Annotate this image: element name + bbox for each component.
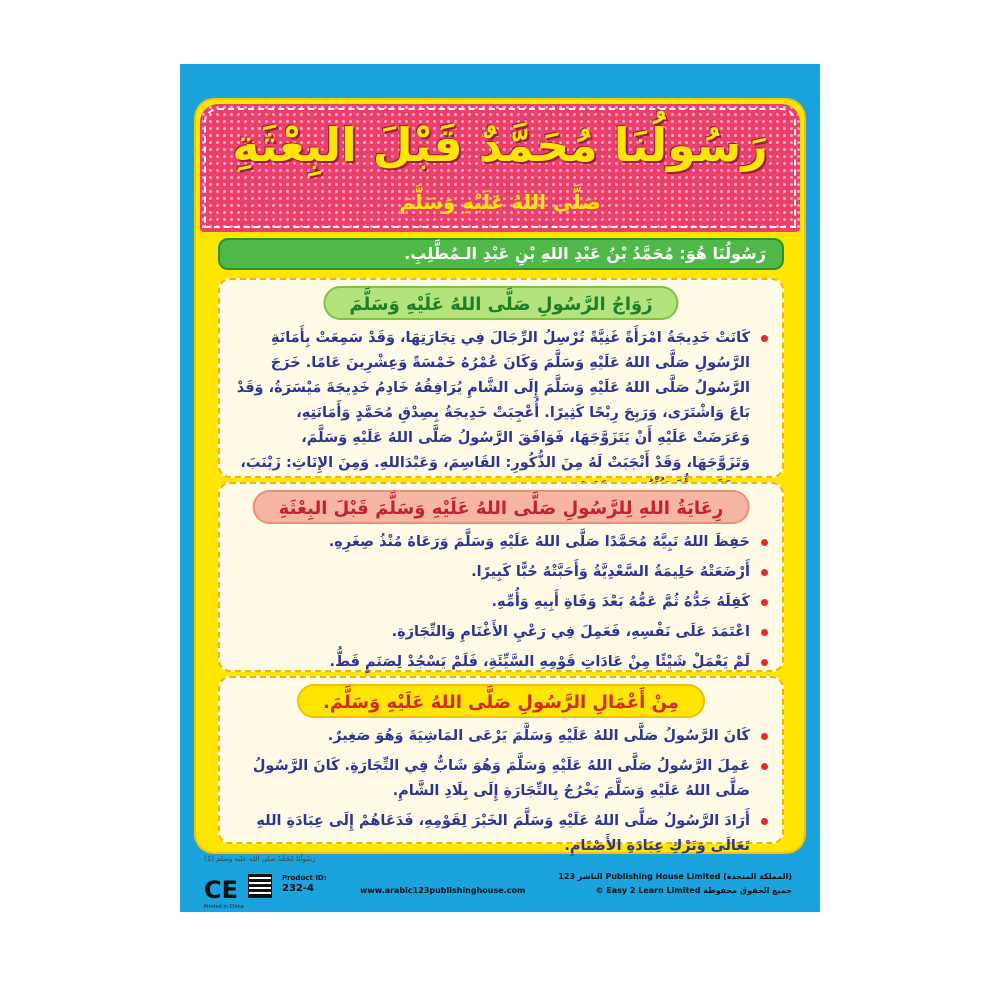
bullet-icon xyxy=(761,763,768,770)
made-in-label: Printed in China xyxy=(204,904,244,910)
poster-subtitle: صَلَّى اللهُ عَلَيْهِ وَسَلَّمَ xyxy=(399,190,601,214)
list-item: حَفِظَ اللهُ نَبِيَّهُ مُحَمَّدًا صَلَّى اللهُ عَلَيْهِ وَسَلَّمَ وَرَعَاهُ مُنْذُ صِغَرِهِ. xyxy=(234,530,768,555)
bullet-icon xyxy=(761,733,768,740)
marriage-list xyxy=(234,326,768,506)
list-item: أَرَادَ الرَّسُولُ صَلَّى اللهُ عَلَيْهِ وَسَلَّمَ الخَيْرَ لِقَوْمِهِ، فَدَعَاهُمْ إِلَى عِبَادَةِ اللهِ تَعَالَى وَتَرْكِ عِبَادَةِ الأَصْنَامِ. xyxy=(234,809,768,859)
section-heading-deeds: مِنْ أَعْمَالِ الرَّسُولِ صَلَّى اللهُ عَلَيْهِ وَسَلَّمَ. xyxy=(297,684,705,718)
bullet-icon xyxy=(761,629,768,636)
list-item: لَمْ يَعْمَلْ شَيْئًا مِنْ عَادَاتِ قَوْمِهِ السَّيِّئَةِ، فَلَمْ يَسْجُدْ لِصَنَمٍ قَطُّ. xyxy=(234,650,768,675)
publisher-line: الناشر 123 Publishing House Limited (المملكة المتحدة) xyxy=(558,872,792,881)
rights-line: © Easy 2 Learn Limited جميع الحقوق محفوظة xyxy=(595,886,792,895)
list-item: عَمِلَ الرَّسُولُ صَلَّى اللهُ عَلَيْهِ وَسَلَّمَ وَهُوَ شَابٌّ فِي التِّجَارَةِ. كَانَ الرَّسُولُ صَلَّى اللهُ عَلَيْهِ وَسَلَّمَ يَخْرُجُ بِالتِّجَارَةِ إِلَى بِلَادِ الشَّامِ. xyxy=(234,754,768,804)
section-deeds xyxy=(218,676,784,854)
section-heading-divine-care: رِعَايَةُ اللهِ لِلرَّسُولِ صَلَّى اللهُ عَلَيْهِ وَسَلَّمَ قَبْلَ البِعْثَةِ xyxy=(253,490,750,524)
list-item: كَفِلَهُ جَدُّهُ ثُمَّ عَمُّهُ بَعْدَ وَفَاةِ أَبِيهِ وَأُمِّهِ. xyxy=(234,590,768,615)
section-marriage xyxy=(218,278,784,478)
list-item: كَانَتْ خَدِيجَةُ امْرَأَةً غَنِيَّةً تُرْسِلُ الرِّجَالَ فِي تِجَارَتِهَا، وَقَدْ سَمِعَتْ بِأَمَانَةِ الرَّسُولِ صَلَّى اللهُ عَلَيْهِ وَسَلَّمَ وَكَانَ عُمْرُهُ خَمْسَةً وَعِشْرِينَ عَامًا. خَرَجَ الرَّسُولُ صَلَّى اللهُ عَلَيْهِ وَسَلَّمَ إِلَى الشَّامِ يُرَافِقُهُ خَادِمُ خَدِيجَةَ مَيْسَرَةُ، وَقَدْ بَاعَ وَاشْتَرَى، وَرَبِحَ رِبْحًا كَثِيرًا. أُعْجِبَتْ خَدِيجَةُ بِصِدْقِ مُحَمَّدٍ وَأَمَانَتِهِ، وَعَرَضَتْ عَلَيْهِ أَنْ يَتَزَوَّجَهَا، فَوَافَقَ الرَّسُولُ صَلَّى اللهُ عَلَيْهِ وَسَلَّمَ، وَتَزَوَّجَهَا، وَقَدْ أَنْجَبَتْ لَهُ مِنَ الذُّكُورِ: القَاسِمَ، وَعَبْدَاللهِ. وَمِنَ الإِنَاثِ: زَيْنَبَ، xyxy=(234,326,768,501)
bullet-icon xyxy=(761,599,768,606)
section-divine-care xyxy=(218,482,784,672)
section-heading-marriage: زَوَاجُ الرَّسُولِ صَلَّى اللهُ عَلَيْهِ وَسَلَّمَ xyxy=(323,286,678,320)
bullet-icon xyxy=(761,335,768,342)
divine-care-list xyxy=(234,530,768,680)
bullet-icon xyxy=(761,539,768,546)
list-item: أَرْضَعَتْهُ حَلِيمَةُ السَّعْدِيَّةُ وَأَحَبَّتْهُ حُبًّا كَبِيرًا. xyxy=(234,560,768,585)
ce-mark-icon: CE xyxy=(204,876,239,904)
list-item: كَانَ الرَّسُولُ صَلَّى اللهُ عَلَيْهِ وَسَلَّمَ يَرْعَى المَاشِيَةَ وَهُوَ صَغِيرٌ. xyxy=(234,724,768,749)
publisher-website[interactable]: www.arabic123publishinghouse.com xyxy=(360,886,526,895)
deeds-list xyxy=(234,724,768,864)
intro-bar: رَسُولُنَا هُوَ: مُحَمَّدُ بْنُ عَبْدِ اللهِ بْنِ عَبْدِ الـمُطَّلِبِ. xyxy=(218,238,784,270)
qr-code-icon xyxy=(248,874,272,898)
list-item: اعْتَمَدَ عَلَى نَفْسِهِ، فَعَمِلَ فِي رَعْيِ الأَغْنَامِ وَالتِّجَارَةِ. xyxy=(234,620,768,645)
poster-title: رَسُولُنَا مُحَمَّدٌ قَبْلَ البِعْثَةِ xyxy=(232,118,768,172)
bullet-icon xyxy=(761,818,768,825)
bullet-icon xyxy=(761,659,768,666)
publisher-footer xyxy=(190,866,810,910)
bullet-icon xyxy=(761,569,768,576)
product-id-label: Product ID: xyxy=(282,874,327,882)
footer-note: رَسُولُنَا مُحَمَّدٌ صلى الله عليه وسلم (1) xyxy=(204,855,316,863)
product-id-value: 232-4 xyxy=(282,883,314,894)
